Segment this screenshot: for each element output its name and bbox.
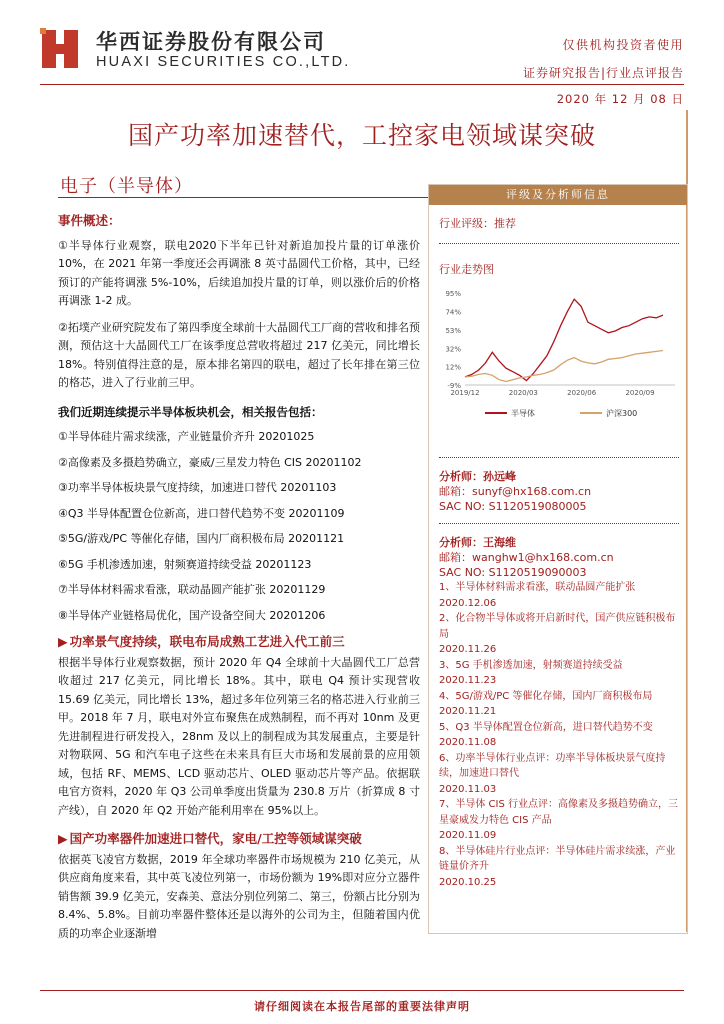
section1-heading: ▶ 功率景气度持续，联电布局成熟工艺进入代工前三 (58, 634, 345, 649)
event-paragraph-2: ②拓墣产业研究院发布了第四季度全球前十大晶圆代工厂商的营收和排名预测，预估这十大晶圆代工厂在该季度总营收将超过 217 亿美元，同比增长 18%。特别值得注意的是，原本排名第四的联电，超过了长年排在第三位的格芯，进入了行业前三甲。 (58, 320, 420, 389)
list-item: 5、Q3 半导体配置仓位新高，进口替代趋势不变 (439, 721, 653, 733)
rating-value: 推荐 (494, 217, 516, 230)
list-item: 8、半导体硅片行业点评：半导体硅片需求续涨，产业链量价齐升 (439, 845, 676, 872)
list-item: ⑦半导体材料需求看涨，联动晶圆产能扩张 20201129 (58, 583, 326, 596)
related-reports-heading: 我们近期连续提示半导体板块机会，相关报告包括： (58, 404, 323, 419)
event-heading: 事件概述： (58, 213, 121, 228)
company-name-cn: 华西证券股份有限公司 (96, 30, 326, 54)
list-item: 4、5G/游戏/PC 等催化存储，国内厂商积极布局 (439, 690, 653, 702)
header-divider (40, 84, 684, 85)
x-tick-label: 2019/12 (450, 389, 480, 397)
chart-title: 行业走势图 (439, 263, 494, 276)
triangle-bullet-icon: ▶ (58, 634, 68, 649)
y-tick-label: 74% (445, 308, 461, 317)
y-tick-label: 12% (445, 363, 461, 372)
report-type: 证券研究报告|行业点评报告 (522, 66, 684, 80)
industry-label: 电子（半导体） (60, 176, 193, 197)
company-name-en: HUAXI SECURITIES CO.,LTD. (96, 54, 351, 70)
list-item: ⑥5G 手机渗透加速，射频赛道持续受益 20201123 (58, 557, 312, 571)
legend-label: 半导体 (511, 409, 535, 418)
x-tick-label: 2020/06 (567, 389, 597, 397)
list-item: ②高像素及多摄趋势确立，豪威/三星发力特色 CIS 20201102 (58, 455, 362, 469)
list-item: 2、化合物半导体或将开启新时代，国产供应链积极布局 (439, 613, 676, 640)
analyst2-block (439, 535, 679, 580)
list-item: 6、功率半导体行业点评：功率半导体板块景气度持续，加速进口替代 (439, 752, 666, 779)
analyst-panel (428, 184, 688, 934)
legend-label: 沪深300 (606, 409, 638, 418)
series-line-semiconductor (465, 299, 663, 380)
analyst2-email: 邮箱：wanghw1@hx168.com.cn (439, 551, 614, 564)
list-item: ③功率半导体板块景气度持续，加速进口替代 20201103 (58, 481, 337, 494)
report-title: 国产功率加速替代，工控家电领域谋突破 (127, 121, 596, 150)
industry-divider (58, 197, 430, 198)
analyst2-name: 王海维 (483, 536, 516, 549)
list-item: 2020.11.08 (439, 737, 497, 748)
list-item: 2020.11.21 (439, 706, 497, 717)
section1-body: 根据半导体行业观察数据，预计 2020 年 Q4 全球前十大晶圆代工厂总营收超过 217 亿美元，同比增长 18%。其中，联电 Q4 预计实现营收 15.69 亿美元，同比增长 13%，超过多年位列第三名的格芯进入行业前三甲。2018 年 7 月，联电对外宣布聚焦在成熟制程，而不再对 10nm 及更先进制程进行研发投入，28nm 及以上的制程成为其发展重点，主要是针对物联网、5G 和汽车电子这些在未来具有巨大市场和发展前景的应用领域，包括 RF、MEMS、LCD 驱动芯片、OLED 驱动芯片等产品。依据联电官方资料，2020 年 Q3 公司单季度出货量为 230.8 万片（折算成 8 寸产线），自 2020 年 Q2 开始产能利用率在 95%以上。 (58, 655, 420, 817)
panel-header: 评级及分析师信息 (429, 185, 687, 205)
section2-body: 依据英飞凌官方数据，2019 年全球功率器件市场规模为 210 亿美元，从供应商角度来看，其中英飞凌位列第一，市场份额为 19%即对应分立器件销售额 39.9 亿美元，安森美、意法分别位列第二、第三，份额占比分别为 8.4%、5.8%。目前功率器件整体还是以海外的公司为主，但随着国内优质的功率企业逐渐增 (58, 852, 420, 940)
dotted-divider (439, 243, 679, 244)
x-tick-label: 2020/03 (508, 389, 538, 397)
footer-divider (40, 990, 684, 991)
list-item: 2020.11.26 (439, 644, 497, 655)
analyst1-email: 邮箱：sunyf@hx168.com.cn (439, 485, 592, 498)
industry-trend-chart (435, 285, 685, 425)
section2-heading: ▶ 国产功率器件加速进口替代，家电/工控等领域谋突破 (58, 831, 362, 846)
list-item: 2020.11.09 (439, 830, 497, 841)
y-tick-label: 53% (445, 327, 461, 336)
list-item: 1、半导体材料需求看涨，联动晶圆产能扩张 (439, 582, 636, 593)
x-tick-label: 2020/09 (625, 389, 655, 397)
y-tick-label: -9% (447, 382, 461, 390)
list-item: 2020.11.03 (439, 783, 497, 795)
y-tick-label: 32% (445, 345, 461, 354)
list-item: 2020.10.25 (439, 876, 497, 888)
analyst1-block (439, 469, 679, 514)
y-tick-label: 95% (445, 290, 461, 298)
triangle-bullet-icon: ▶ (58, 831, 68, 846)
analyst1-label: 分析师： (439, 470, 483, 483)
rating-label: 行业评级： (439, 217, 494, 230)
huaxi-logo-icon (40, 26, 86, 72)
list-item: ①半导体硅片需求续涨，产业链量价齐升 20201025 (58, 430, 315, 443)
main-column (58, 212, 420, 943)
list-item: 3、5G 手机渗透加速，射频赛道持续受益 (439, 659, 623, 671)
list-item: 7、半导体 CIS 行业点评：高像素及多摄趋势确立，三星豪威发力特色 CIS 产品 (439, 799, 678, 826)
list-item: ⑧半导体产业链格局优化，国产设备空间大 20201206 (58, 608, 326, 622)
report-date: 2020 年 12 月 08 日 (556, 92, 684, 106)
list-item: 2020.12.06 (439, 597, 497, 609)
dotted-divider (439, 523, 679, 524)
report-header (0, 0, 724, 110)
analyst2-sac: SAC NO: S1120519090003 (439, 566, 587, 579)
related-research-list (439, 580, 679, 890)
list-item: ④Q3 半导体配置仓位新高，进口替代趋势不变 20201109 (58, 506, 345, 520)
related-reports-list (58, 428, 420, 625)
event-paragraph-1: ①半导体行业观察，联电2020下半年已针对新追加投片量的订单涨价 10%，在 2021 年第一季度还会再调涨 8 英寸晶圆代工价格，其中，已经预订的产能将调涨 5%-10%，后续追加投片量的订单，则以涨价后的价格再调涨 1-2 成。 (58, 238, 420, 307)
legal-footer: 请仔细阅读在本报告尾部的重要法律声明 (254, 1000, 470, 1013)
analyst1-sac: SAC NO: S1120519080005 (439, 500, 587, 513)
list-item: ⑤5G/游戏/PC 等催化存储，国内厂商积极布局 20201121 (58, 532, 345, 545)
institutional-note: 仅供机构投资者使用 (562, 38, 684, 52)
rating-row (439, 215, 679, 231)
analyst1-name: 孙远峰 (483, 470, 516, 483)
dotted-divider (439, 457, 679, 458)
analyst2-label: 分析师： (439, 536, 483, 549)
list-item: 2020.11.23 (439, 675, 497, 686)
